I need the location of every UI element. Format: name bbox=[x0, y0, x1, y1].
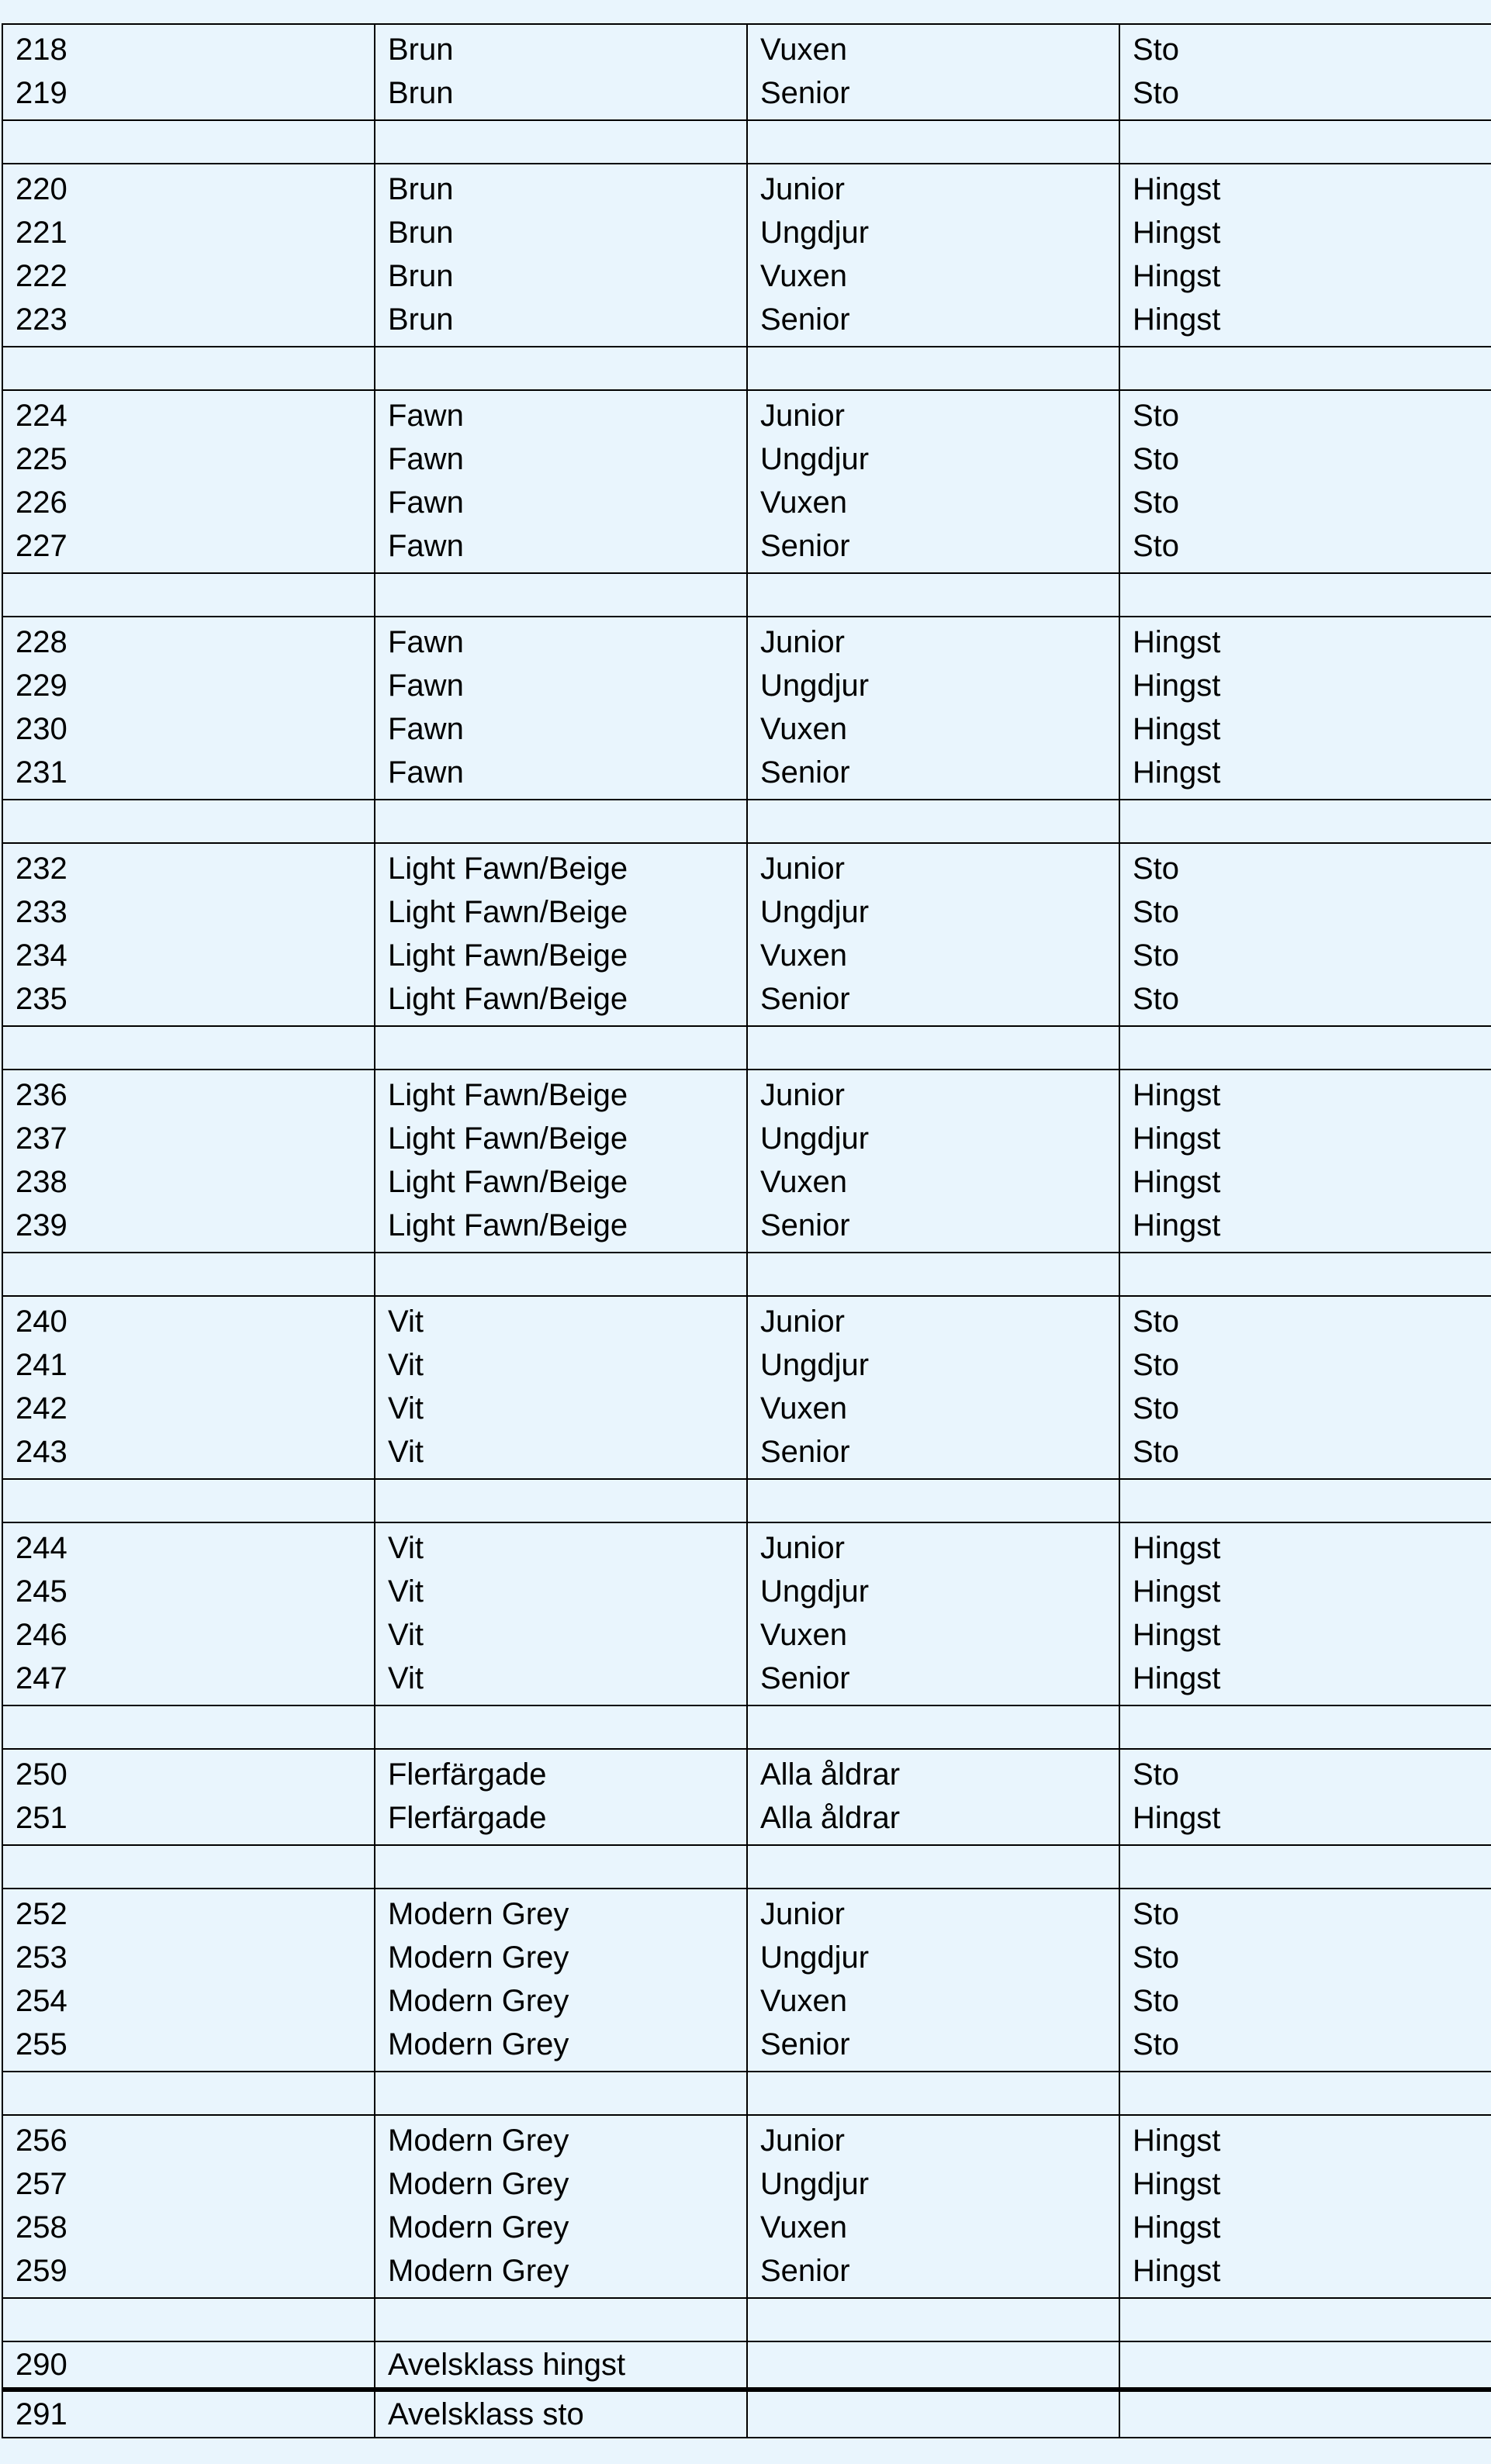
sex-cell: Sto bbox=[1133, 1984, 1180, 2018]
sex-cell: Hingst bbox=[1133, 1165, 1221, 1199]
age-cell: Vuxen bbox=[760, 259, 847, 293]
class-number-cell: 218 bbox=[16, 33, 67, 67]
class-number-column bbox=[3, 2392, 375, 2437]
class-number-cell: 222 bbox=[16, 259, 67, 293]
class-number-cell: 236 bbox=[16, 1078, 67, 1112]
class-number-column bbox=[3, 2342, 375, 2387]
age-column bbox=[748, 617, 1120, 799]
age-cell: Senior bbox=[760, 982, 850, 1016]
sex-cell: Sto bbox=[1133, 76, 1180, 110]
row-group-0 bbox=[2, 23, 1491, 121]
empty-cell bbox=[1120, 346, 1491, 391]
empty-cell bbox=[748, 2071, 1120, 2116]
empty-cell bbox=[1120, 1025, 1491, 1070]
class-number-cell: 223 bbox=[16, 302, 67, 337]
age-cell: Vuxen bbox=[760, 1165, 847, 1199]
row-group-6 bbox=[2, 1295, 1491, 1480]
age-column bbox=[748, 391, 1120, 572]
class-number-cell: 258 bbox=[16, 2210, 67, 2245]
empty-cell bbox=[1120, 1252, 1491, 1297]
color-cell: Avelsklass sto bbox=[388, 2397, 584, 2431]
class-number-cell: 227 bbox=[16, 529, 67, 563]
empty-cell bbox=[375, 1478, 748, 1523]
empty-cell bbox=[748, 1705, 1120, 1750]
age-column bbox=[748, 25, 1120, 119]
age-cell: Vuxen bbox=[760, 2210, 847, 2245]
color-cell: Modern Grey bbox=[388, 2210, 569, 2245]
color-cell: Fawn bbox=[388, 625, 464, 659]
color-cell: Modern Grey bbox=[388, 1940, 569, 1975]
color-cell: Brun bbox=[388, 172, 454, 206]
age-cell: Ungdjur bbox=[760, 895, 870, 929]
class-number-cell: 243 bbox=[16, 1435, 67, 1469]
class-number-cell: 224 bbox=[16, 399, 67, 433]
class-number-cell: 240 bbox=[16, 1305, 67, 1339]
class-number-cell: 228 bbox=[16, 625, 67, 659]
age-cell: Vuxen bbox=[760, 1984, 847, 2018]
color-column bbox=[375, 2342, 748, 2387]
color-cell: Fawn bbox=[388, 442, 464, 476]
sex-cell: Hingst bbox=[1133, 259, 1221, 293]
class-number-column bbox=[3, 25, 375, 119]
age-cell: Junior bbox=[760, 852, 845, 886]
age-cell: Vuxen bbox=[760, 712, 847, 746]
empty-cell bbox=[375, 1844, 748, 1889]
sex-cell: Sto bbox=[1133, 399, 1180, 433]
age-column bbox=[748, 164, 1120, 346]
sex-cell: Hingst bbox=[1133, 2167, 1221, 2201]
age-cell: Junior bbox=[760, 172, 845, 206]
color-cell: Fawn bbox=[388, 755, 464, 790]
color-cell: Brun bbox=[388, 302, 454, 337]
color-cell: Vit bbox=[388, 1618, 424, 1652]
color-cell: Brun bbox=[388, 259, 454, 293]
row-group-7 bbox=[2, 1522, 1491, 1706]
class-number-cell: 229 bbox=[16, 669, 67, 703]
class-number-column bbox=[3, 844, 375, 1025]
class-number-cell: 252 bbox=[16, 1897, 67, 1931]
age-cell bbox=[760, 2342, 1119, 2387]
class-number-column bbox=[3, 164, 375, 346]
class-number-column bbox=[3, 1889, 375, 2071]
empty-cell bbox=[1120, 1844, 1491, 1889]
empty-cell bbox=[3, 2297, 375, 2342]
age-column bbox=[748, 1750, 1120, 1844]
class-number-cell: 230 bbox=[16, 712, 67, 746]
color-cell: Modern Grey bbox=[388, 2167, 569, 2201]
age-column bbox=[748, 2116, 1120, 2297]
empty-cell bbox=[748, 2297, 1120, 2342]
empty-cell bbox=[748, 1478, 1120, 1523]
empty-cell bbox=[375, 1252, 748, 1297]
color-cell: Modern Grey bbox=[388, 2124, 569, 2158]
empty-cell bbox=[3, 1025, 375, 1070]
empty-separator-row bbox=[2, 2297, 1491, 2342]
age-cell: Ungdjur bbox=[760, 2167, 870, 2201]
age-cell: Ungdjur bbox=[760, 1574, 870, 1609]
class-number-cell: 238 bbox=[16, 1165, 67, 1199]
sex-column bbox=[1120, 2342, 1491, 2387]
color-cell: Vit bbox=[388, 1661, 424, 1695]
class-number-cell: 259 bbox=[16, 2254, 67, 2288]
empty-cell bbox=[3, 1252, 375, 1297]
color-cell: Vit bbox=[388, 1391, 424, 1426]
color-cell: Brun bbox=[388, 76, 454, 110]
age-column bbox=[748, 2392, 1120, 2437]
age-column bbox=[748, 1070, 1120, 1252]
row-group-breeding-mare bbox=[2, 2389, 1491, 2438]
age-cell: Senior bbox=[760, 2254, 850, 2288]
empty-cell bbox=[748, 799, 1120, 844]
class-number-cell: 255 bbox=[16, 2027, 67, 2061]
empty-cell bbox=[3, 1478, 375, 1523]
empty-cell bbox=[748, 119, 1120, 164]
class-number-cell: 219 bbox=[16, 76, 67, 110]
sex-cell: Sto bbox=[1133, 1757, 1180, 1792]
sex-cell: Hingst bbox=[1133, 1208, 1221, 1242]
row-group-1 bbox=[2, 163, 1491, 347]
row-group-3 bbox=[2, 616, 1491, 800]
class-number-cell: 244 bbox=[16, 1531, 67, 1565]
row-group-breeding-stallion bbox=[2, 2341, 1491, 2389]
class-number-cell: 250 bbox=[16, 1757, 67, 1792]
empty-separator-row bbox=[2, 799, 1491, 844]
class-number-column bbox=[3, 1750, 375, 1844]
sex-cell: Hingst bbox=[1133, 216, 1221, 250]
age-column bbox=[748, 2342, 1120, 2387]
color-cell: Light Fawn/Beige bbox=[388, 1208, 628, 1242]
empty-separator-row bbox=[2, 572, 1491, 617]
color-column bbox=[375, 2392, 748, 2437]
sex-cell: Sto bbox=[1133, 486, 1180, 520]
empty-cell bbox=[3, 1844, 375, 1889]
sex-cell: Hingst bbox=[1133, 2124, 1221, 2158]
color-cell: Light Fawn/Beige bbox=[388, 1165, 628, 1199]
empty-cell bbox=[3, 119, 375, 164]
sex-cell: Hingst bbox=[1133, 712, 1221, 746]
color-cell: Light Fawn/Beige bbox=[388, 938, 628, 973]
age-cell: Junior bbox=[760, 1078, 845, 1112]
empty-cell bbox=[3, 572, 375, 617]
sex-cell: Sto bbox=[1133, 1940, 1180, 1975]
empty-cell bbox=[1120, 119, 1491, 164]
empty-separator-row bbox=[2, 1478, 1491, 1523]
color-cell: Fawn bbox=[388, 399, 464, 433]
age-cell: Senior bbox=[760, 1208, 850, 1242]
color-column bbox=[375, 1523, 748, 1705]
empty-separator-row bbox=[2, 119, 1491, 164]
age-cell: Senior bbox=[760, 1661, 850, 1695]
sex-column bbox=[1120, 25, 1491, 119]
empty-separator-row bbox=[2, 1252, 1491, 1297]
color-cell: Brun bbox=[388, 216, 454, 250]
age-cell: Vuxen bbox=[760, 1391, 847, 1426]
class-number-column bbox=[3, 1523, 375, 1705]
age-cell: Ungdjur bbox=[760, 1940, 870, 1975]
sex-cell: Sto bbox=[1133, 33, 1180, 67]
empty-cell bbox=[375, 799, 748, 844]
sex-column bbox=[1120, 1750, 1491, 1844]
sex-column bbox=[1120, 391, 1491, 572]
class-number-cell: 234 bbox=[16, 938, 67, 973]
class-number-column bbox=[3, 1297, 375, 1478]
color-column bbox=[375, 2116, 748, 2297]
class-number-cell: 251 bbox=[16, 1801, 67, 1835]
color-column bbox=[375, 164, 748, 346]
row-group-5 bbox=[2, 1069, 1491, 1253]
age-cell: Senior bbox=[760, 529, 850, 563]
sex-cell: Sto bbox=[1133, 2027, 1180, 2061]
age-cell: Senior bbox=[760, 1435, 850, 1469]
sex-column bbox=[1120, 164, 1491, 346]
empty-cell bbox=[3, 2071, 375, 2116]
color-cell: Modern Grey bbox=[388, 1897, 569, 1931]
color-column bbox=[375, 1889, 748, 2071]
sex-cell: Sto bbox=[1133, 982, 1180, 1016]
color-cell: Light Fawn/Beige bbox=[388, 1121, 628, 1156]
class-table bbox=[2, 23, 1491, 2438]
sex-cell: Hingst bbox=[1133, 172, 1221, 206]
age-cell: Ungdjur bbox=[760, 216, 870, 250]
class-number-cell: 257 bbox=[16, 2167, 67, 2201]
class-number-cell: 220 bbox=[16, 172, 67, 206]
empty-cell bbox=[748, 1844, 1120, 1889]
class-number-column bbox=[3, 391, 375, 572]
age-cell: Vuxen bbox=[760, 1618, 847, 1652]
row-group-4 bbox=[2, 842, 1491, 1027]
color-cell: Fawn bbox=[388, 712, 464, 746]
sex-cell: Sto bbox=[1133, 1897, 1180, 1931]
sex-cell: Hingst bbox=[1133, 2210, 1221, 2245]
sex-cell: Sto bbox=[1133, 938, 1180, 973]
color-cell: Light Fawn/Beige bbox=[388, 895, 628, 929]
class-number-cell: 225 bbox=[16, 442, 67, 476]
color-cell: Fawn bbox=[388, 486, 464, 520]
empty-cell bbox=[748, 1025, 1120, 1070]
class-number-cell: 233 bbox=[16, 895, 67, 929]
class-number-cell: 232 bbox=[16, 852, 67, 886]
class-number-column bbox=[3, 1070, 375, 1252]
sex-column bbox=[1120, 1297, 1491, 1478]
age-cell: Junior bbox=[760, 399, 845, 433]
row-group-9 bbox=[2, 1888, 1491, 2072]
sex-cell: Hingst bbox=[1133, 1078, 1221, 1112]
row-group-2 bbox=[2, 389, 1491, 574]
empty-cell bbox=[3, 346, 375, 391]
class-number-cell: 241 bbox=[16, 1348, 67, 1382]
color-column bbox=[375, 25, 748, 119]
sex-column bbox=[1120, 617, 1491, 799]
age-column bbox=[748, 844, 1120, 1025]
sex-cell: Sto bbox=[1133, 1305, 1180, 1339]
class-number-cell: 237 bbox=[16, 1121, 67, 1156]
empty-cell bbox=[748, 1252, 1120, 1297]
sex-cell: Hingst bbox=[1133, 1121, 1221, 1156]
class-number-cell: 246 bbox=[16, 1618, 67, 1652]
age-cell: Alla åldrar bbox=[760, 1757, 901, 1792]
empty-cell bbox=[1120, 1478, 1491, 1523]
age-cell: Junior bbox=[760, 1897, 845, 1931]
color-cell: Modern Grey bbox=[388, 1984, 569, 2018]
empty-cell bbox=[1120, 572, 1491, 617]
age-cell: Ungdjur bbox=[760, 669, 870, 703]
age-cell: Senior bbox=[760, 302, 850, 337]
age-cell: Vuxen bbox=[760, 33, 847, 67]
class-number-cell: 247 bbox=[16, 1661, 67, 1695]
class-number-cell: 239 bbox=[16, 1208, 67, 1242]
sex-cell: Sto bbox=[1133, 895, 1180, 929]
row-group-8 bbox=[2, 1748, 1491, 1846]
age-cell: Junior bbox=[760, 625, 845, 659]
sex-cell: Sto bbox=[1133, 1391, 1180, 1426]
sex-cell: Hingst bbox=[1133, 1574, 1221, 1609]
age-cell: Vuxen bbox=[760, 938, 847, 973]
sex-cell: Hingst bbox=[1133, 755, 1221, 790]
class-number-cell: 231 bbox=[16, 755, 67, 790]
age-cell: Junior bbox=[760, 1531, 845, 1565]
age-cell: Senior bbox=[760, 2027, 850, 2061]
age-cell: Ungdjur bbox=[760, 1121, 870, 1156]
sex-cell: Hingst bbox=[1133, 1661, 1221, 1695]
color-cell: Light Fawn/Beige bbox=[388, 982, 628, 1016]
empty-cell bbox=[748, 346, 1120, 391]
color-column bbox=[375, 617, 748, 799]
age-cell: Vuxen bbox=[760, 486, 847, 520]
age-cell bbox=[760, 2392, 1119, 2437]
sex-column bbox=[1120, 844, 1491, 1025]
color-cell: Vit bbox=[388, 1305, 424, 1339]
class-number-cell: 245 bbox=[16, 1574, 67, 1609]
empty-separator-row bbox=[2, 1705, 1491, 1750]
sex-cell: Hingst bbox=[1133, 669, 1221, 703]
class-number-cell: 221 bbox=[16, 216, 67, 250]
empty-cell bbox=[375, 2297, 748, 2342]
age-cell: Junior bbox=[760, 1305, 845, 1339]
class-number-cell: 226 bbox=[16, 486, 67, 520]
sex-cell: Hingst bbox=[1133, 1618, 1221, 1652]
sex-cell: Hingst bbox=[1133, 1801, 1221, 1835]
color-column bbox=[375, 1297, 748, 1478]
sex-cell: Hingst bbox=[1133, 302, 1221, 337]
color-cell: Fawn bbox=[388, 669, 464, 703]
age-cell: Ungdjur bbox=[760, 442, 870, 476]
empty-cell bbox=[375, 572, 748, 617]
age-cell: Ungdjur bbox=[760, 1348, 870, 1382]
age-cell: Senior bbox=[760, 755, 850, 790]
class-number-column bbox=[3, 2116, 375, 2297]
color-cell: Vit bbox=[388, 1574, 424, 1609]
sex-cell: Hingst bbox=[1133, 625, 1221, 659]
sex-cell bbox=[1133, 2342, 1491, 2387]
class-number-cell: 290 bbox=[16, 2348, 67, 2382]
sex-cell: Hingst bbox=[1133, 2254, 1221, 2288]
empty-separator-row bbox=[2, 1844, 1491, 1889]
empty-separator-row bbox=[2, 2071, 1491, 2116]
empty-cell bbox=[748, 572, 1120, 617]
color-cell: Vit bbox=[388, 1435, 424, 1469]
class-number-cell: 235 bbox=[16, 982, 67, 1016]
sex-cell: Hingst bbox=[1133, 1531, 1221, 1565]
color-column bbox=[375, 1070, 748, 1252]
empty-cell bbox=[1120, 2297, 1491, 2342]
color-cell: Fawn bbox=[388, 529, 464, 563]
color-cell: Modern Grey bbox=[388, 2254, 569, 2288]
sex-cell: Sto bbox=[1133, 529, 1180, 563]
class-number-cell: 256 bbox=[16, 2124, 67, 2158]
empty-cell bbox=[375, 119, 748, 164]
empty-cell bbox=[1120, 799, 1491, 844]
row-group-10 bbox=[2, 2114, 1491, 2299]
class-number-cell: 254 bbox=[16, 1984, 67, 2018]
class-number-cell: 242 bbox=[16, 1391, 67, 1426]
empty-separator-row bbox=[2, 1025, 1491, 1070]
sex-cell bbox=[1133, 2392, 1491, 2437]
color-cell: Avelsklass hingst bbox=[388, 2348, 626, 2382]
sex-cell: Sto bbox=[1133, 1348, 1180, 1382]
color-cell: Flerfärgade bbox=[388, 1757, 547, 1792]
age-column bbox=[748, 1297, 1120, 1478]
color-cell: Vit bbox=[388, 1348, 424, 1382]
sex-column bbox=[1120, 1070, 1491, 1252]
color-cell: Brun bbox=[388, 33, 454, 67]
color-column bbox=[375, 844, 748, 1025]
sex-cell: Sto bbox=[1133, 1435, 1180, 1469]
color-cell: Light Fawn/Beige bbox=[388, 852, 628, 886]
empty-cell bbox=[375, 2071, 748, 2116]
color-column bbox=[375, 391, 748, 572]
age-cell: Junior bbox=[760, 2124, 845, 2158]
color-cell: Vit bbox=[388, 1531, 424, 1565]
empty-cell bbox=[375, 1025, 748, 1070]
age-column bbox=[748, 1523, 1120, 1705]
age-column bbox=[748, 1889, 1120, 2071]
empty-cell bbox=[375, 346, 748, 391]
class-number-cell: 291 bbox=[16, 2397, 67, 2431]
color-cell: Light Fawn/Beige bbox=[388, 1078, 628, 1112]
age-cell: Senior bbox=[760, 76, 850, 110]
empty-cell bbox=[1120, 2071, 1491, 2116]
sex-cell: Sto bbox=[1133, 442, 1180, 476]
empty-cell bbox=[375, 1705, 748, 1750]
color-cell: Flerfärgade bbox=[388, 1801, 547, 1835]
empty-cell bbox=[3, 799, 375, 844]
age-cell: Alla åldrar bbox=[760, 1801, 901, 1835]
sex-column bbox=[1120, 1523, 1491, 1705]
color-cell: Modern Grey bbox=[388, 2027, 569, 2061]
empty-cell bbox=[1120, 1705, 1491, 1750]
sex-cell: Sto bbox=[1133, 852, 1180, 886]
color-column bbox=[375, 1750, 748, 1844]
empty-separator-row bbox=[2, 346, 1491, 391]
sex-column bbox=[1120, 2116, 1491, 2297]
empty-cell bbox=[3, 1705, 375, 1750]
sex-column bbox=[1120, 2392, 1491, 2437]
sex-column bbox=[1120, 1889, 1491, 2071]
class-number-cell: 253 bbox=[16, 1940, 67, 1975]
class-number-column bbox=[3, 617, 375, 799]
